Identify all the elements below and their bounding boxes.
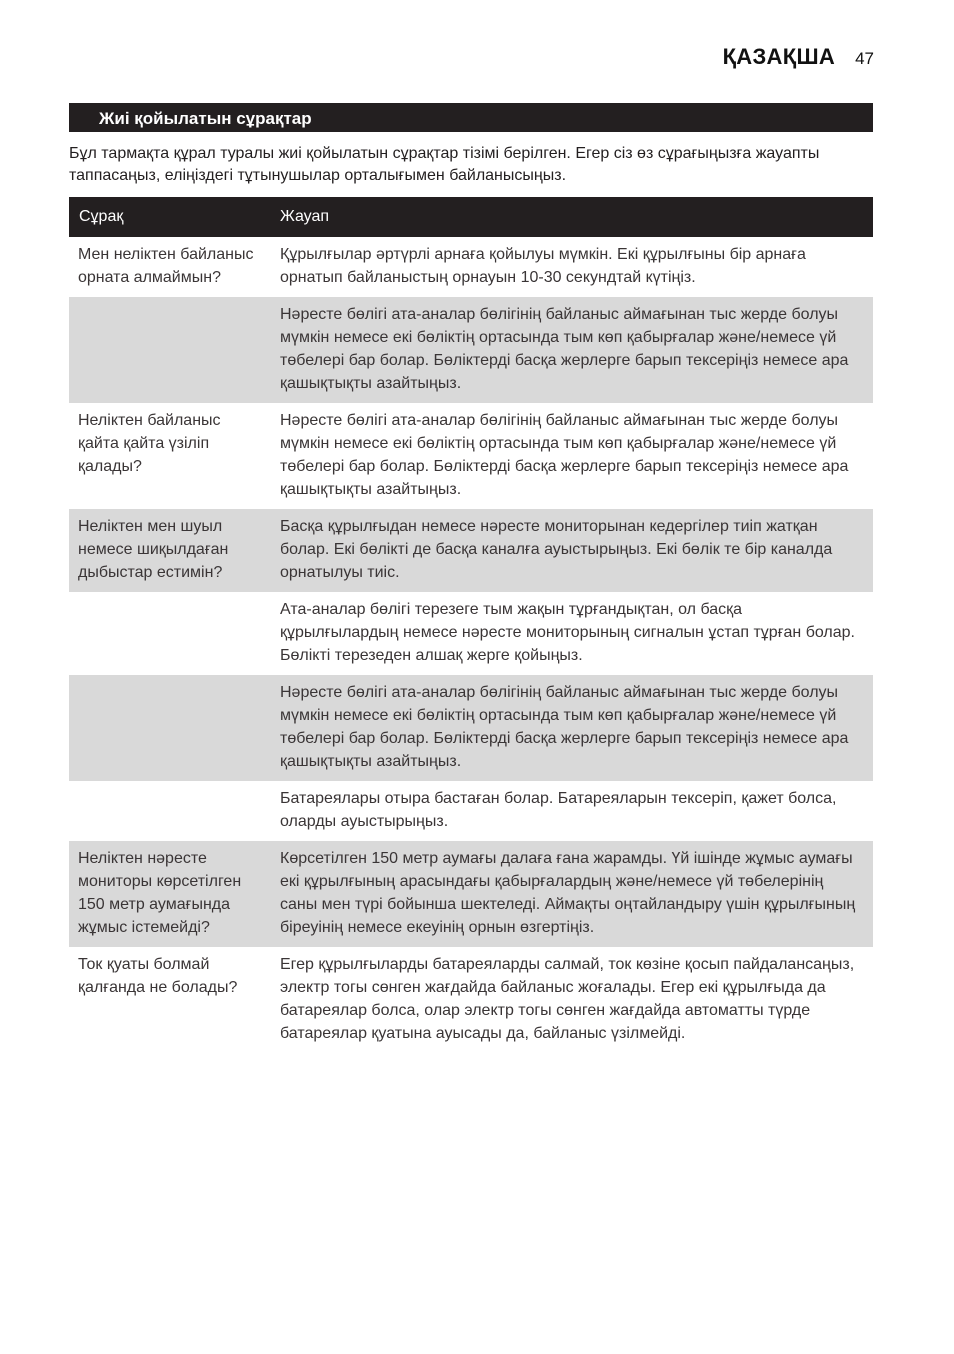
answer-cell: Батареялары отыра бастаған болар. Батареяларын тексеріп, қажет болса, оларды ауыстырыңыз.	[280, 790, 837, 830]
table-row	[69, 675, 873, 781]
answer-cell: Құрылғылар әртүрлі арнаға қойылуы мүмкін. Екі құрылғыны бір арнаға орнатып байланыстың орнауын 10-30 секундтай күтіңіз.	[280, 246, 806, 286]
faq-table	[69, 197, 873, 1053]
table-row	[69, 403, 873, 509]
answer-cell: Нәресте бөлігі ата-аналар бөлігінің байланыс аймағынан тыс жерде болуы мүмкін немесе екі бөліктің ортасында тым көп қабырғалар және/немесе үй төбелері бар болар. Бөліктерді басқа жерлерге барып тексеріңіз немесе ара қашықтықты азайтыңыз.	[270, 675, 873, 781]
question-cell: Неліктен байланыс қайта қайта үзіліп қалады?	[78, 412, 221, 475]
answer-cell: Нәресте бөлігі ата-аналар бөлігінің байланыс аймағынан тыс жерде болуы мүмкін немесе екі бөліктің ортасында тым көп қабырғалар және/немесе үй төбелері бар болар. Бөліктерді басқа жерлерге барып тексеріңіз немесе ара қашықтықты азайтыңыз.	[280, 412, 849, 498]
answer-cell: Көрсетілген 150 метр аумағы далаға ғана жарамды. Үй ішінде жұмыс аумағы екі құрылғының арасындағы қабырғалардың және/немесе үй төбелерінің саны мен түрі бойынша шектеледі. Аймақты оңтайландыру үшін құрылғының біреуінің немесе екеуінің орнын өзгертіңіз.	[270, 841, 873, 947]
page-header	[723, 44, 874, 78]
question-cell	[69, 592, 270, 675]
table-row	[69, 592, 873, 675]
table-row	[69, 297, 873, 403]
question-column-header: Сұрақ	[69, 197, 270, 237]
table-row	[69, 237, 873, 297]
language-title: ҚАЗАҚША	[722, 44, 836, 69]
answer-cell: Егер құрылғыларды батареяларды салмай, ток көзіне қосып пайдалансаңыз, электр тогы сөнген жағдайда байланыс жоғалады. Егер екі құрылғыда да батареялар болса, олар электр тогы сөнген жағдайда автоматты түрде батареялар қуатына ауысады да, байланыс үзілмейді.	[280, 956, 855, 1042]
question-cell	[69, 781, 270, 841]
faq-header-row	[69, 197, 873, 237]
answer-cell: Басқа құрылғыдан немесе нәресте мониторынан кедергілер тиіп жатқан болар. Екі бөлікті де басқа каналға ауыстырыңыз. Екі бөлік те бір каналда орнатылуы тиіс.	[270, 509, 873, 592]
question-cell: Мен неліктен байланыс орната алмаймын?	[78, 246, 254, 286]
answer-cell: Нәресте бөлігі ата-аналар бөлігінің байланыс аймағынан тыс жерде болуы мүмкін немесе екі бөліктің ортасында тым көп қабырғалар және/немесе үй төбелері бар болар. Бөліктерді басқа жерлерге барып тексеріңіз немесе ара қашықтықты азайтыңыз.	[270, 297, 873, 403]
section-title: Жиі қойылатын сұрақтар	[69, 103, 873, 132]
intro-paragraph: Бұл тармақта құрал туралы жиі қойылатын сұрақтар тізімі берілген. Егер сіз өз сұрағыңызға жауапты таппасаңыз, еліңіздегі тұтынушылар орталығымен байланысыңыз.	[69, 145, 820, 184]
answer-cell: Ата-аналар бөлігі терезеге тым жақын тұрғандықтан, ол басқа құрылғылардың немесе нәресте мониторының сигналын ұстап тұрған болар. Бөлікті терезеден алшақ жерге қойыңыз.	[280, 601, 855, 664]
question-cell: Неліктен нәресте мониторы көрсетілген 150 метр аумағында жұмыс істемейді?	[69, 841, 270, 947]
page-number: 47	[855, 49, 874, 68]
question-cell: Ток қуаты болмай қалғанда не болады?	[78, 956, 238, 996]
question-cell	[69, 297, 270, 403]
table-row	[69, 781, 873, 841]
question-cell	[69, 675, 270, 781]
table-row	[69, 947, 873, 1053]
table-row	[69, 509, 873, 592]
question-cell: Неліктен мен шуыл немесе шиқылдаған дыбыстар естимін?	[69, 509, 270, 592]
table-row	[69, 841, 873, 947]
answer-column-header: Жауап	[270, 197, 873, 237]
